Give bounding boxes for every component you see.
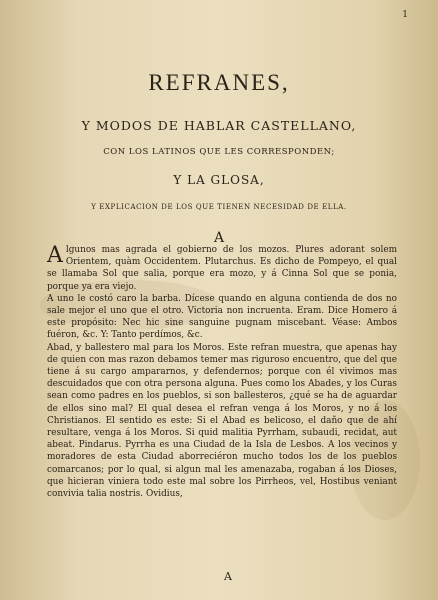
catchword: A	[224, 570, 232, 583]
drop-cap: A	[47, 243, 63, 268]
paragraph-text: lgunos mas agrada el gobierno de los mozos. Plures adorant solem Orientem, quàm Occidentem. Plutarchus. Es dicho de Pompeyo, el qual se llamaba Sol que salia, porque era mozo, y á Cinna Sol que se ponia, porque ya era viejo.	[47, 245, 397, 292]
subtitle-explicacion: Y EXPLICACION DE LOS QUE TIENEN NECESIDAD DE ELLA.	[91, 203, 347, 211]
paragraph: A uno le costó caro la barba. Dícese quando en alguna contienda de dos no sale mejor el uno que el otro. Victoria non incruenta. Eram. Dice Homero á este propósito: Nec hic sine sanguine pugnam miscebant. Véase: Ambos fuéron, &c. Y: Tanto perdímos, &c.	[47, 293, 397, 341]
subtitle-latin: CON LOS LATINOS QUE LES CORRESPONDEN;	[103, 147, 335, 157]
subtitle-glosa: Y LA GLOSA,	[173, 173, 265, 187]
section-heading: A	[213, 230, 225, 246]
page-title: REFRANES,	[148, 70, 290, 95]
subtitle: Y MODOS DE HABLAR CASTELLANO,	[81, 118, 357, 133]
paragraph: Abad, y ballestero mal para los Moros. Este refran muestra, que apenas hay de quien con mas razon debamos temer mas riguroso encuentro, que del que tiene á su cargo ampararnos, y defendernos; porque con él vivimos mas descuidados que con otra persona alguna. Pues como los Abades, y los Curas sean como padres en los pueblos, si son ballesteros, ¿qué se ha de aguardar de ellos sino mal? El qual desea el refran venga á los Moros, y no á los Christianos. El sentido es este: Si el Abad es belicoso, el daño que de ahí resultare, venga á los Moros. Si quid malitia Pyrrham, subaudi, recidat, aut abeat. Pindarus. Pyrrha es una Ciudad de la Isla de Lesbos. A los vecinos y moradores de esta Ciudad aborreciéron mucho todos los de los pueblos comarcanos; por lo qual, si algun mal les amenazaba, rogaban á los Dioses, que hicieran viniera todo este mal sobre los Pirrheos, vel, Hostibus veniant convivia talia nostris. Ovidius,	[47, 342, 397, 500]
page-number: 1	[402, 10, 408, 20]
body-text	[47, 244, 397, 500]
paragraph	[47, 244, 397, 293]
